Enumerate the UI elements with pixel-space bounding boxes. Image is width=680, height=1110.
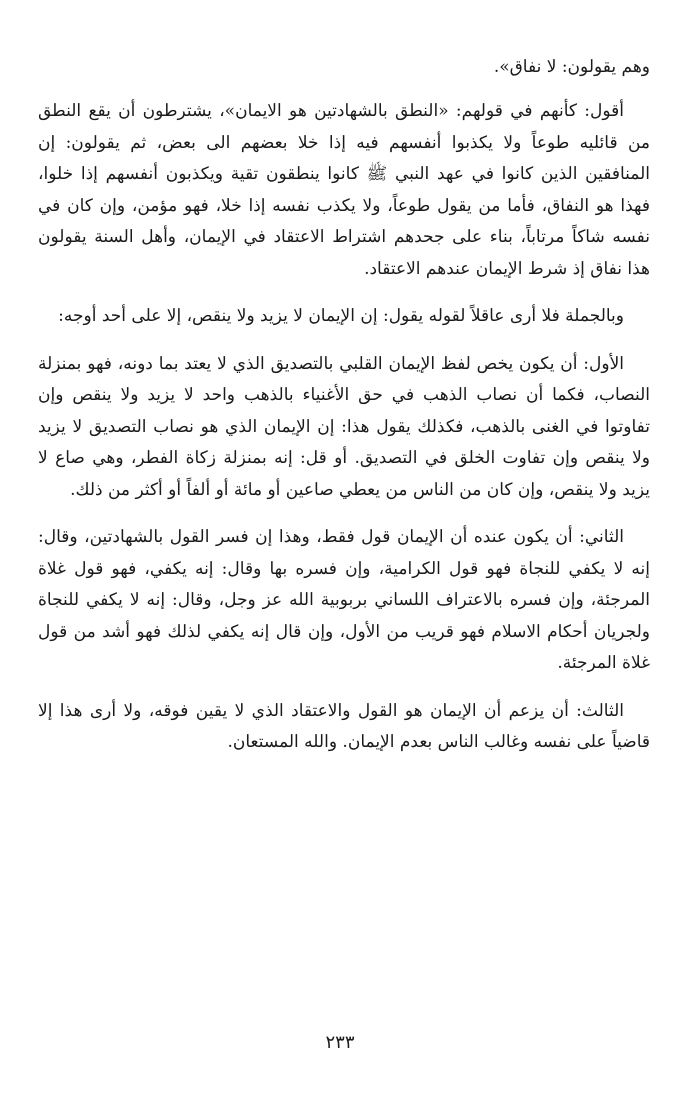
paragraph-third-aspect: الثالث: أن يزعم أن الإيمان هو القول والاعتقاد الذي لا يقين فوقه، ولا أرى هذا إلا قاضياً على نفسه وغالب الناس بعدم الإيمان. والله المستعان. — [38, 700, 650, 752]
page-number: ٢٣٣ — [325, 1032, 355, 1053]
intro-line: وهم يقولون: لا نفاق». — [493, 57, 650, 77]
paragraph-first-aspect: الأول: أن يكون يخص لفظ الإيمان القلبي بالتصديق الذي لا يعتد بما دونه، فهو بمنزلة النصاب، فكما أن نصاب الذهب في حق الأغنياء بالذهب واحد لا يزيد ولا ينقص وإن تفاوتوا في الغنى بالذهب، فكذلك يقول هذا: إن الإيمان الذي هو نصاب التصديق لا يزيد ولا ينقص وإن تفاوت الخلق في التصديق. أو قل: إنه بمنزلة زكاة الفطر، وهي صاع لا يزيد ولا ينقص، وإن كان من الناس من يعطي صاعين أو مائة أو ألفاً أو أكثر من ذلك. — [38, 353, 650, 500]
paragraph-summary: وبالجملة فلا أرى عاقلاً لقوله يقول: إن الإيمان لا يزيد ولا ينقص، إلا على أحد أوجه: — [58, 306, 624, 326]
paragraph-second-aspect: الثاني: أن يكون عنده أن الإيمان قول فقط، وهذا إن فسر القول بالشهادتين، وقال: إنه لا يكفي للنجاة فهو قول الكرامية، وإن فسره بها وقال: إنه يكفي، فهو قول غلاة المرجئة، وإن فسره بالاعتراف اللساني بربوبية الله عز وجل، وقال: إنه لا يكفي للنجاة ولجريان أحكام الاسلام فهو قريب من الأول، وإن قال إنه يكفي لذلك فهو أشد من قول غلاة المرجئة. — [38, 527, 650, 673]
page-body — [38, 52, 650, 775]
paragraph-qawl: أقول: كأنهم في قولهم: «النطق بالشهادتين هو الايمان»، يشترطون أن يقع النطق من قائليه طوعاً ولا يكذبوا أنفسهم فيه إذا خلا بعضهم الى بعض، ثم يقولون: إن المنافقين الذين كانوا في عهد النبي ﷺ كانوا ينطقون تقية ويكذبون أنفسهم إذا خلوا، فهذا هو النفاق، فأما من يقول طوعاً، ولا يكذب نفسه إذا خلا، فهو مؤمن، وإن كان في نفسه شاكاً مرتاباً، بناء على جحدهم اشتراط الاعتقاد في الإيمان، وأهل السنة يقولون هذا نفاق إذ شرط الإيمان عندهم الاعتقاد. — [38, 101, 650, 279]
